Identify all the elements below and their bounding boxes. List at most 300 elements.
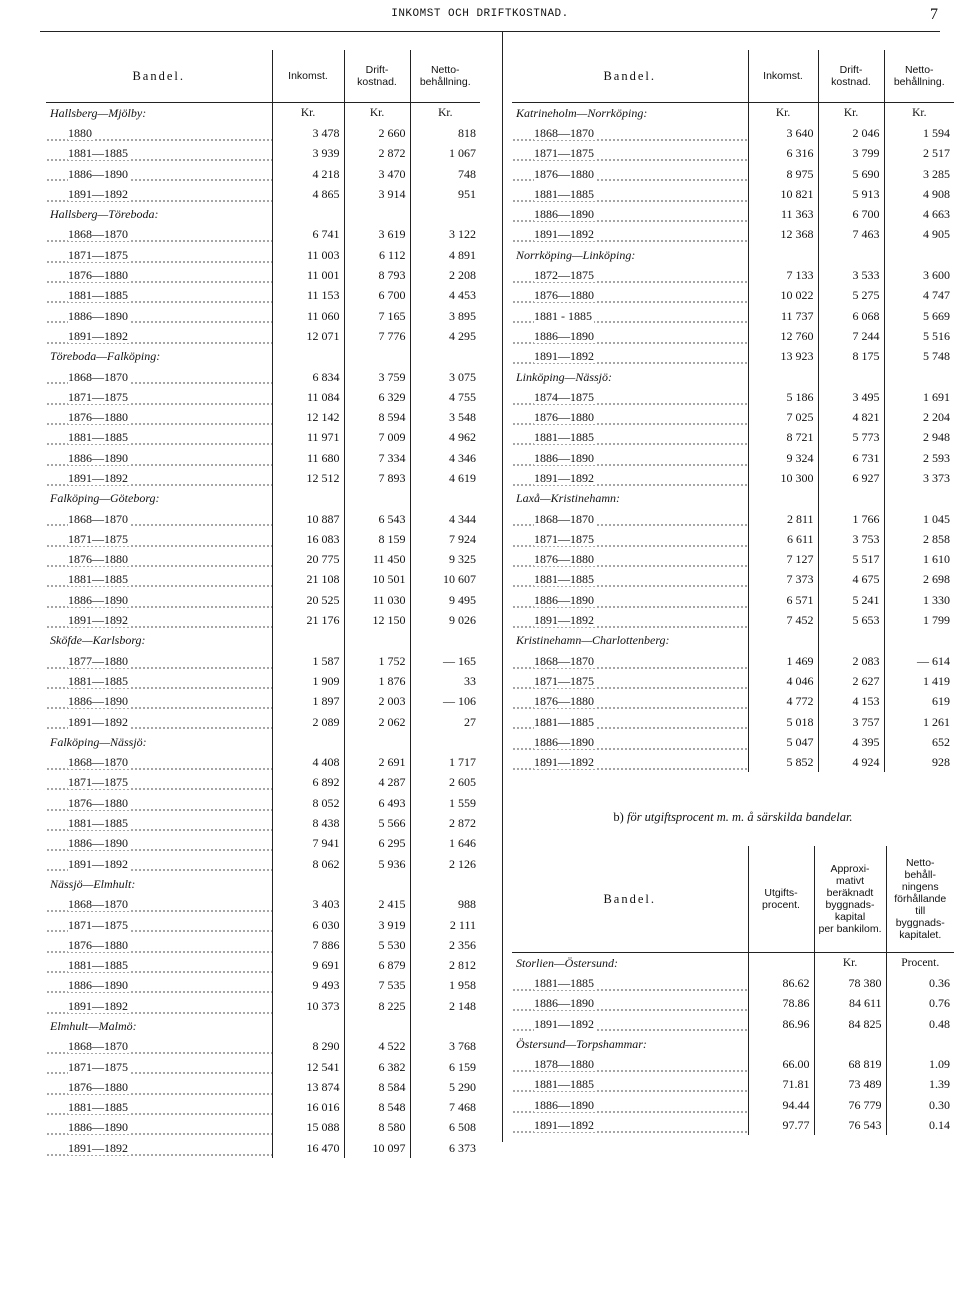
table-row bbox=[46, 549, 480, 569]
value-cell: 0.48 bbox=[886, 1013, 954, 1033]
value-cell: 3 799 bbox=[818, 143, 884, 163]
value-cell: 1 799 bbox=[884, 610, 954, 630]
value-cell: 8 062 bbox=[272, 853, 344, 873]
period-text: 1881—1885 bbox=[68, 572, 128, 587]
table-row bbox=[512, 993, 954, 1013]
table-row bbox=[46, 285, 480, 305]
value-cell: 84 825 bbox=[814, 1013, 886, 1033]
value-cell: 7 886 bbox=[272, 935, 344, 955]
value-cell: 1 610 bbox=[884, 549, 954, 569]
value-cell: 7 776 bbox=[344, 326, 410, 346]
period-cell bbox=[512, 549, 748, 569]
column-header: Bandel. bbox=[46, 50, 272, 102]
table-row bbox=[512, 143, 954, 163]
period-text: 1891—1892 bbox=[68, 714, 128, 729]
right-table bbox=[512, 50, 954, 772]
table-row bbox=[46, 752, 480, 772]
section-row bbox=[46, 1016, 480, 1036]
value-cell: 7 924 bbox=[410, 529, 480, 549]
period-text: 1871—1875 bbox=[68, 775, 128, 790]
value-cell: 1 330 bbox=[884, 590, 954, 610]
period-text: 1886—1890 bbox=[534, 1097, 594, 1112]
value-cell: 1 691 bbox=[884, 387, 954, 407]
period-text: 1868—1870 bbox=[534, 653, 594, 668]
period-cell bbox=[46, 1097, 272, 1117]
value-cell: 3 478 bbox=[272, 123, 344, 143]
period-cell bbox=[46, 569, 272, 589]
table-row bbox=[512, 123, 954, 143]
value-cell: 97.77 bbox=[748, 1115, 814, 1135]
period-text: 1891—1892 bbox=[68, 186, 128, 201]
unit-label: Kr. bbox=[818, 102, 884, 123]
value-cell: 1 594 bbox=[884, 123, 954, 143]
value-cell: 16 470 bbox=[272, 1138, 344, 1158]
value-cell: 10 097 bbox=[344, 1138, 410, 1158]
value-cell: — 165 bbox=[410, 651, 480, 671]
empty-cell bbox=[272, 204, 344, 224]
value-cell: 6 879 bbox=[344, 955, 410, 975]
value-cell: 7 025 bbox=[748, 407, 818, 427]
column-header: Netto- behållning. bbox=[884, 50, 954, 102]
period-text: 1891—1892 bbox=[534, 1118, 594, 1133]
value-cell: 11 680 bbox=[272, 448, 344, 468]
period-text: 1876—1880 bbox=[68, 552, 128, 567]
period-text: 1871—1875 bbox=[68, 247, 128, 262]
value-cell: 0.76 bbox=[886, 993, 954, 1013]
period-text: 1868—1870 bbox=[534, 511, 594, 526]
value-cell: 2 148 bbox=[410, 996, 480, 1016]
value-cell: 1 897 bbox=[272, 691, 344, 711]
value-cell: 619 bbox=[884, 691, 954, 711]
section-row bbox=[512, 102, 954, 123]
value-cell: 8 175 bbox=[818, 346, 884, 366]
value-cell: 8 594 bbox=[344, 407, 410, 427]
period-cell bbox=[512, 590, 748, 610]
empty-cell bbox=[410, 874, 480, 894]
table-row bbox=[46, 224, 480, 244]
column-header: Bandel. bbox=[512, 846, 748, 952]
table-row bbox=[512, 691, 954, 711]
value-cell: 16 016 bbox=[272, 1097, 344, 1117]
period-cell bbox=[46, 1036, 272, 1056]
table-row bbox=[512, 204, 954, 224]
period-cell bbox=[512, 346, 748, 366]
value-cell: 7 535 bbox=[344, 975, 410, 995]
table-row bbox=[512, 973, 954, 993]
value-cell: 4 865 bbox=[272, 184, 344, 204]
value-cell: 5 913 bbox=[818, 184, 884, 204]
period-cell bbox=[46, 326, 272, 346]
column-header: Inkomst. bbox=[748, 50, 818, 102]
period-cell bbox=[46, 691, 272, 711]
period-text: 1871—1875 bbox=[68, 389, 128, 404]
period-cell bbox=[46, 590, 272, 610]
table-row bbox=[512, 407, 954, 427]
empty-cell bbox=[344, 204, 410, 224]
period-text: 1876—1880 bbox=[68, 268, 128, 283]
empty-cell bbox=[410, 1016, 480, 1036]
section-name bbox=[46, 732, 272, 752]
table-row bbox=[512, 732, 954, 752]
value-cell: 3 470 bbox=[344, 163, 410, 183]
value-cell: 7 165 bbox=[344, 305, 410, 325]
value-cell: 3 403 bbox=[272, 894, 344, 914]
empty-cell bbox=[748, 366, 818, 386]
period-cell bbox=[46, 711, 272, 731]
value-cell: 6 159 bbox=[410, 1056, 480, 1076]
period-cell bbox=[46, 671, 272, 691]
value-cell: 1 717 bbox=[410, 752, 480, 772]
value-cell: 5 290 bbox=[410, 1077, 480, 1097]
value-cell: 21 176 bbox=[272, 610, 344, 630]
value-cell: 10 821 bbox=[748, 184, 818, 204]
section-name-text: Kristinehamn—Charlottenberg: bbox=[516, 633, 670, 648]
value-cell: 4 747 bbox=[884, 285, 954, 305]
value-cell: 3 757 bbox=[818, 711, 884, 731]
empty-cell bbox=[410, 488, 480, 508]
value-cell: 7 893 bbox=[344, 468, 410, 488]
period-text: 1881—1885 bbox=[68, 430, 128, 445]
table-row bbox=[512, 569, 954, 589]
value-cell: 4 905 bbox=[884, 224, 954, 244]
section-row bbox=[512, 245, 954, 265]
value-cell: 8 225 bbox=[344, 996, 410, 1016]
value-cell: 2 593 bbox=[884, 448, 954, 468]
unit-label: Kr. bbox=[884, 102, 954, 123]
empty-cell bbox=[818, 630, 884, 650]
value-cell: 3 914 bbox=[344, 184, 410, 204]
table-row bbox=[46, 448, 480, 468]
period-text: 1891—1892 bbox=[534, 227, 594, 242]
value-cell: 4 772 bbox=[748, 691, 818, 711]
table-row bbox=[46, 691, 480, 711]
value-cell: 12 150 bbox=[344, 610, 410, 630]
table-row bbox=[46, 569, 480, 589]
value-cell: 1.09 bbox=[886, 1054, 954, 1074]
period-cell bbox=[512, 448, 748, 468]
period-cell bbox=[512, 691, 748, 711]
value-cell: 0.14 bbox=[886, 1115, 954, 1135]
period-cell bbox=[512, 285, 748, 305]
value-cell: 12 760 bbox=[748, 326, 818, 346]
value-cell: 5 566 bbox=[344, 813, 410, 833]
column-header: Inkomst. bbox=[272, 50, 344, 102]
value-cell: 6 927 bbox=[818, 468, 884, 488]
period-text: 1886—1890 bbox=[534, 328, 594, 343]
empty-cell bbox=[344, 732, 410, 752]
value-cell: 4 346 bbox=[410, 448, 480, 468]
value-cell: 2 126 bbox=[410, 853, 480, 873]
value-cell: 66.00 bbox=[748, 1054, 814, 1074]
value-cell: 1 419 bbox=[884, 671, 954, 691]
value-cell: 27 bbox=[410, 711, 480, 731]
empty-cell bbox=[818, 245, 884, 265]
table-row bbox=[46, 610, 480, 630]
header-rule bbox=[40, 31, 940, 32]
value-cell: 6 030 bbox=[272, 914, 344, 934]
empty-cell bbox=[748, 245, 818, 265]
period-text: 1868—1870 bbox=[68, 1039, 128, 1054]
value-cell: 13 923 bbox=[748, 346, 818, 366]
value-cell: 1 469 bbox=[748, 651, 818, 671]
table-row bbox=[512, 285, 954, 305]
table-row bbox=[46, 1138, 480, 1158]
period-cell bbox=[512, 711, 748, 731]
table-row bbox=[46, 1036, 480, 1056]
value-cell: 1.39 bbox=[886, 1074, 954, 1094]
period-text: 1886—1890 bbox=[68, 694, 128, 709]
period-text: 1881—1885 bbox=[534, 714, 594, 729]
period-text: 1881—1885 bbox=[534, 186, 594, 201]
value-cell: 2 208 bbox=[410, 265, 480, 285]
table-row bbox=[46, 935, 480, 955]
table-row bbox=[46, 529, 480, 549]
table-row bbox=[512, 711, 954, 731]
value-cell: 6 112 bbox=[344, 245, 410, 265]
value-cell: 2 627 bbox=[818, 671, 884, 691]
value-cell: 94.44 bbox=[748, 1095, 814, 1115]
value-cell: 78.86 bbox=[748, 993, 814, 1013]
period-cell bbox=[46, 468, 272, 488]
period-text: 1880 bbox=[68, 125, 92, 140]
caption-text: för utgiftsprocent m. m. å särskilda bandelar. bbox=[626, 810, 853, 824]
value-cell: 2 872 bbox=[410, 813, 480, 833]
period-cell bbox=[46, 407, 272, 427]
period-text: 1881—1885 bbox=[68, 1100, 128, 1115]
table-row bbox=[512, 1095, 954, 1115]
table-row bbox=[512, 326, 954, 346]
value-cell: 11 971 bbox=[272, 427, 344, 447]
section-name-text: Östersund—Torpshammar: bbox=[516, 1036, 647, 1051]
period-cell bbox=[46, 305, 272, 325]
period-text: 1886—1890 bbox=[534, 207, 594, 222]
table-row bbox=[46, 366, 480, 386]
period-cell bbox=[46, 610, 272, 630]
period-cell bbox=[46, 793, 272, 813]
value-cell: 7 452 bbox=[748, 610, 818, 630]
period-cell bbox=[46, 549, 272, 569]
value-cell: 4 408 bbox=[272, 752, 344, 772]
section-name bbox=[512, 102, 748, 123]
period-cell bbox=[512, 143, 748, 163]
value-cell: 7 463 bbox=[818, 224, 884, 244]
period-cell bbox=[46, 1077, 272, 1097]
value-cell: 2 204 bbox=[884, 407, 954, 427]
period-text: 1891—1892 bbox=[68, 613, 128, 628]
period-cell bbox=[512, 529, 748, 549]
value-cell: 2 062 bbox=[344, 711, 410, 731]
value-cell: 9 324 bbox=[748, 448, 818, 468]
value-cell: 3 759 bbox=[344, 366, 410, 386]
period-cell bbox=[512, 993, 748, 1013]
unit-label: Procent. bbox=[886, 952, 954, 973]
value-cell: 8 548 bbox=[344, 1097, 410, 1117]
value-cell: — 106 bbox=[410, 691, 480, 711]
table-row bbox=[46, 326, 480, 346]
table-row bbox=[46, 143, 480, 163]
table-row bbox=[46, 955, 480, 975]
header-row bbox=[46, 50, 480, 102]
table-row bbox=[46, 305, 480, 325]
value-cell: 6 373 bbox=[410, 1138, 480, 1158]
table-row bbox=[512, 508, 954, 528]
table-row bbox=[46, 387, 480, 407]
value-cell: 86.96 bbox=[748, 1013, 814, 1033]
period-cell bbox=[512, 427, 748, 447]
period-cell bbox=[46, 285, 272, 305]
header-row bbox=[512, 846, 954, 952]
value-cell: 11 737 bbox=[748, 305, 818, 325]
table-row bbox=[46, 1077, 480, 1097]
value-cell: 5 241 bbox=[818, 590, 884, 610]
value-cell: — 614 bbox=[884, 651, 954, 671]
section-name-text: Falköping—Nässjö: bbox=[50, 734, 147, 749]
period-cell bbox=[46, 224, 272, 244]
period-cell bbox=[46, 955, 272, 975]
section-name-text: Norrköping—Linköping: bbox=[516, 247, 636, 262]
period-cell bbox=[512, 1013, 748, 1033]
period-cell bbox=[46, 813, 272, 833]
value-cell: 8 721 bbox=[748, 427, 818, 447]
period-cell bbox=[46, 935, 272, 955]
section-name-text: Töreboda—Falköping: bbox=[50, 349, 161, 364]
value-cell: 4 663 bbox=[884, 204, 954, 224]
period-text: 1876—1880 bbox=[534, 552, 594, 567]
value-cell: 6 700 bbox=[344, 285, 410, 305]
empty-cell bbox=[410, 346, 480, 366]
table-row bbox=[46, 853, 480, 873]
table-row bbox=[512, 305, 954, 325]
value-cell: 1 261 bbox=[884, 711, 954, 731]
value-cell: 73 489 bbox=[814, 1074, 886, 1094]
value-cell: 10 373 bbox=[272, 996, 344, 1016]
value-cell: 6 329 bbox=[344, 387, 410, 407]
value-cell: 4 675 bbox=[818, 569, 884, 589]
table-row bbox=[512, 752, 954, 772]
value-cell: 11 003 bbox=[272, 245, 344, 265]
period-text: 1881—1885 bbox=[68, 958, 128, 973]
value-cell: 5 936 bbox=[344, 853, 410, 873]
period-cell bbox=[46, 427, 272, 447]
value-cell: 11 363 bbox=[748, 204, 818, 224]
section-row bbox=[512, 366, 954, 386]
period-cell bbox=[46, 1117, 272, 1137]
section-row bbox=[46, 346, 480, 366]
value-cell: 20 775 bbox=[272, 549, 344, 569]
value-cell: 11 001 bbox=[272, 265, 344, 285]
value-cell: 3 640 bbox=[748, 123, 818, 143]
period-text: 1891—1892 bbox=[534, 1016, 594, 1031]
table-row bbox=[46, 245, 480, 265]
empty-cell bbox=[344, 1016, 410, 1036]
period-cell bbox=[512, 752, 748, 772]
value-cell: 7 334 bbox=[344, 448, 410, 468]
value-cell: 4 924 bbox=[818, 752, 884, 772]
empty-cell bbox=[886, 1034, 954, 1054]
empty-cell bbox=[272, 732, 344, 752]
unit-label: Kr. bbox=[410, 102, 480, 123]
unit-label: Kr. bbox=[344, 102, 410, 123]
value-cell: 71.81 bbox=[748, 1074, 814, 1094]
value-cell: 1 752 bbox=[344, 651, 410, 671]
value-cell: 4 153 bbox=[818, 691, 884, 711]
value-cell: 76 779 bbox=[814, 1095, 886, 1115]
empty-cell bbox=[410, 204, 480, 224]
value-cell: 2 605 bbox=[410, 772, 480, 792]
value-cell: 652 bbox=[884, 732, 954, 752]
period-cell bbox=[46, 123, 272, 143]
value-cell: 0.36 bbox=[886, 973, 954, 993]
section-name bbox=[46, 102, 272, 123]
period-cell bbox=[512, 1095, 748, 1115]
value-cell: 4 344 bbox=[410, 508, 480, 528]
empty-cell bbox=[748, 488, 818, 508]
value-cell: 2 517 bbox=[884, 143, 954, 163]
value-cell: 6 611 bbox=[748, 529, 818, 549]
value-cell: 13 874 bbox=[272, 1077, 344, 1097]
value-cell: 11 084 bbox=[272, 387, 344, 407]
empty-cell bbox=[344, 488, 410, 508]
period-text: 1891—1892 bbox=[68, 998, 128, 1013]
empty-cell bbox=[884, 488, 954, 508]
value-cell: 5 690 bbox=[818, 163, 884, 183]
table-row bbox=[512, 163, 954, 183]
period-text: 1876—1880 bbox=[68, 795, 128, 810]
value-cell: 8 793 bbox=[344, 265, 410, 285]
value-cell: 5 773 bbox=[818, 427, 884, 447]
empty-cell bbox=[272, 630, 344, 650]
table-row bbox=[512, 427, 954, 447]
value-cell: 2 691 bbox=[344, 752, 410, 772]
empty-cell bbox=[748, 1034, 814, 1054]
value-cell: 2 356 bbox=[410, 935, 480, 955]
value-cell: 5 748 bbox=[884, 346, 954, 366]
section-row bbox=[512, 488, 954, 508]
table-row bbox=[46, 407, 480, 427]
value-cell: 6 731 bbox=[818, 448, 884, 468]
value-cell: 3 600 bbox=[884, 265, 954, 285]
value-cell: 2 812 bbox=[410, 955, 480, 975]
page-number: 7 bbox=[930, 6, 938, 23]
value-cell: 7 133 bbox=[748, 265, 818, 285]
table-row bbox=[512, 1013, 954, 1033]
section-name-text: Linköping—Nässjö: bbox=[516, 369, 613, 384]
section-name-text: Nässjö—Elmhult: bbox=[50, 876, 136, 891]
period-text: 1881 - 1885 bbox=[534, 308, 592, 323]
value-cell: 3 548 bbox=[410, 407, 480, 427]
period-text: 1881—1885 bbox=[534, 1077, 594, 1092]
value-cell: 2 046 bbox=[818, 123, 884, 143]
table-row bbox=[512, 448, 954, 468]
value-cell: 8 584 bbox=[344, 1077, 410, 1097]
value-cell: 9 493 bbox=[272, 975, 344, 995]
table-row bbox=[512, 1074, 954, 1094]
period-cell bbox=[512, 610, 748, 630]
period-cell bbox=[46, 651, 272, 671]
caption-prefix: b) bbox=[613, 810, 627, 824]
value-cell: 20 525 bbox=[272, 590, 344, 610]
table-row bbox=[512, 1115, 954, 1135]
value-cell: 3 285 bbox=[884, 163, 954, 183]
value-cell: 6 543 bbox=[344, 508, 410, 528]
period-cell bbox=[46, 366, 272, 386]
table-row bbox=[512, 265, 954, 285]
period-cell bbox=[512, 671, 748, 691]
value-cell: 7 941 bbox=[272, 833, 344, 853]
section-row bbox=[512, 1034, 954, 1054]
period-text: 1886—1890 bbox=[68, 592, 128, 607]
period-text: 1886—1890 bbox=[68, 1120, 128, 1135]
